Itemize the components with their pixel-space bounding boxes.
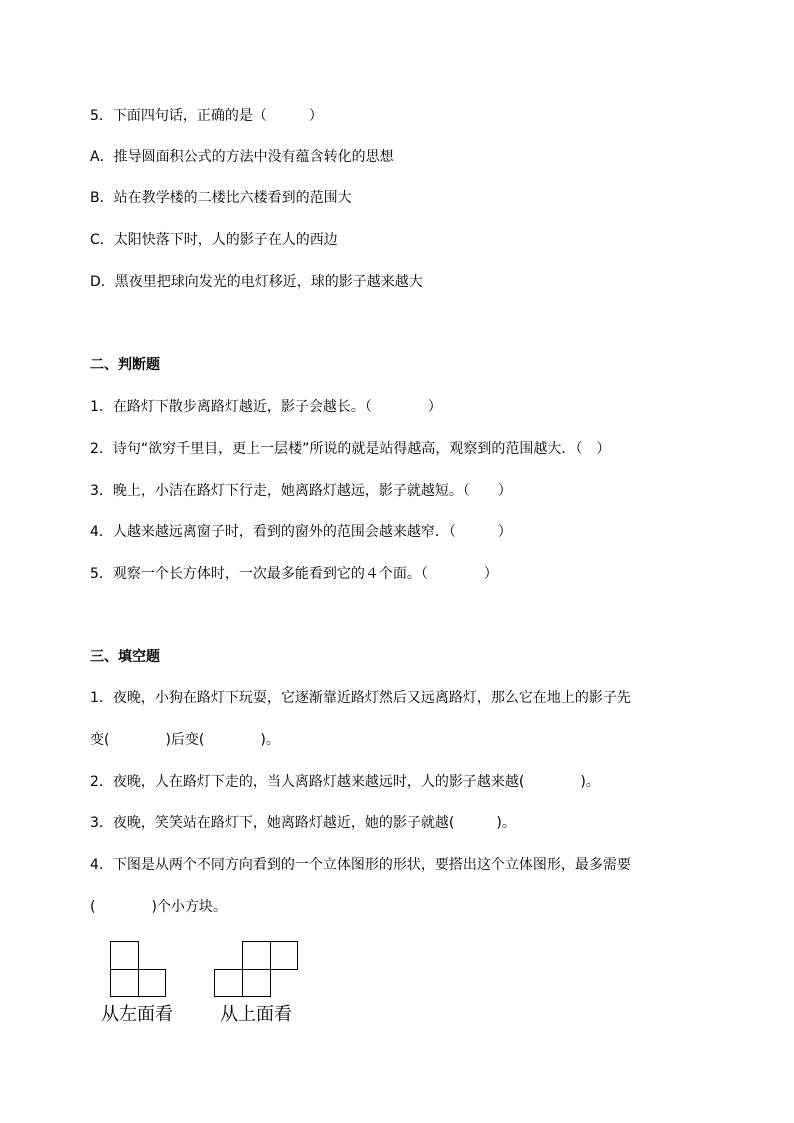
question-5-stem: 5．下面四句话，正确的是（ ） <box>90 108 323 124</box>
left-view-grid <box>111 942 166 997</box>
judge-item-3: 3．晚上，小洁在路灯下行走，她离路灯越远，影子就越短。（ ） <box>90 483 512 499</box>
fill-item-2: 2．夜晚，人在路灯下走的，当人离路灯越来越远时，人的影子越来越( )。 <box>90 774 600 790</box>
top-view-caption: 从上面看 <box>220 1004 292 1025</box>
fill-item-3: 3．夜晚，笑笑站在路灯下，她离路灯越近，她的影子就越( )。 <box>90 815 516 831</box>
fill-item-1-line-1: 1．夜晚，小狗在路灯下玩耍，它逐渐靠近路灯然后又远离路灯，那么它在地上的影子先 <box>90 690 631 706</box>
fill-item-4-line-2: ( )个小方块。 <box>90 899 227 915</box>
judge-item-5: 5．观察一个长方体时，一次最多能看到它的４个面。（ ） <box>90 566 498 582</box>
fill-item-4-line-1: 4．下图是从两个不同方向看到的一个立体图形的形状，要搭出这个立体图形，最多需要 <box>90 857 631 873</box>
judge-item-1: 1．在路灯下散步离路灯越近，影子会越长。（ ） <box>90 399 442 415</box>
question-5-option-c: C．太阳快落下时，人的影子在人的西边 <box>90 232 338 248</box>
section-3-title: 三、填空题 <box>90 649 160 665</box>
top-view-grid <box>215 942 298 997</box>
left-view-caption: 从左面看 <box>101 1004 173 1025</box>
question-5-option-a: A．推导圆面积公式的方法中没有蕴含转化的思想 <box>90 149 394 165</box>
judge-item-4: 4．人越来越远离窗子时，看到的窗外的范围会越来越窄．（ ） <box>90 524 512 540</box>
question-5-option-d: D．黑夜里把球向发光的电灯移近，球的影子越来越大 <box>90 274 423 290</box>
fill-item-1-line-2: 变( )后变( )。 <box>90 732 280 748</box>
section-2-title: 二、判断题 <box>90 357 160 373</box>
question-5-option-b: B．站在教学楼的二楼比六楼看到的范围大 <box>90 190 352 206</box>
judge-item-2: 2．诗句“欲穷千里目，更上一层楼”所说的就是站得越高，观察到的范围越大．（ ） <box>90 441 611 457</box>
